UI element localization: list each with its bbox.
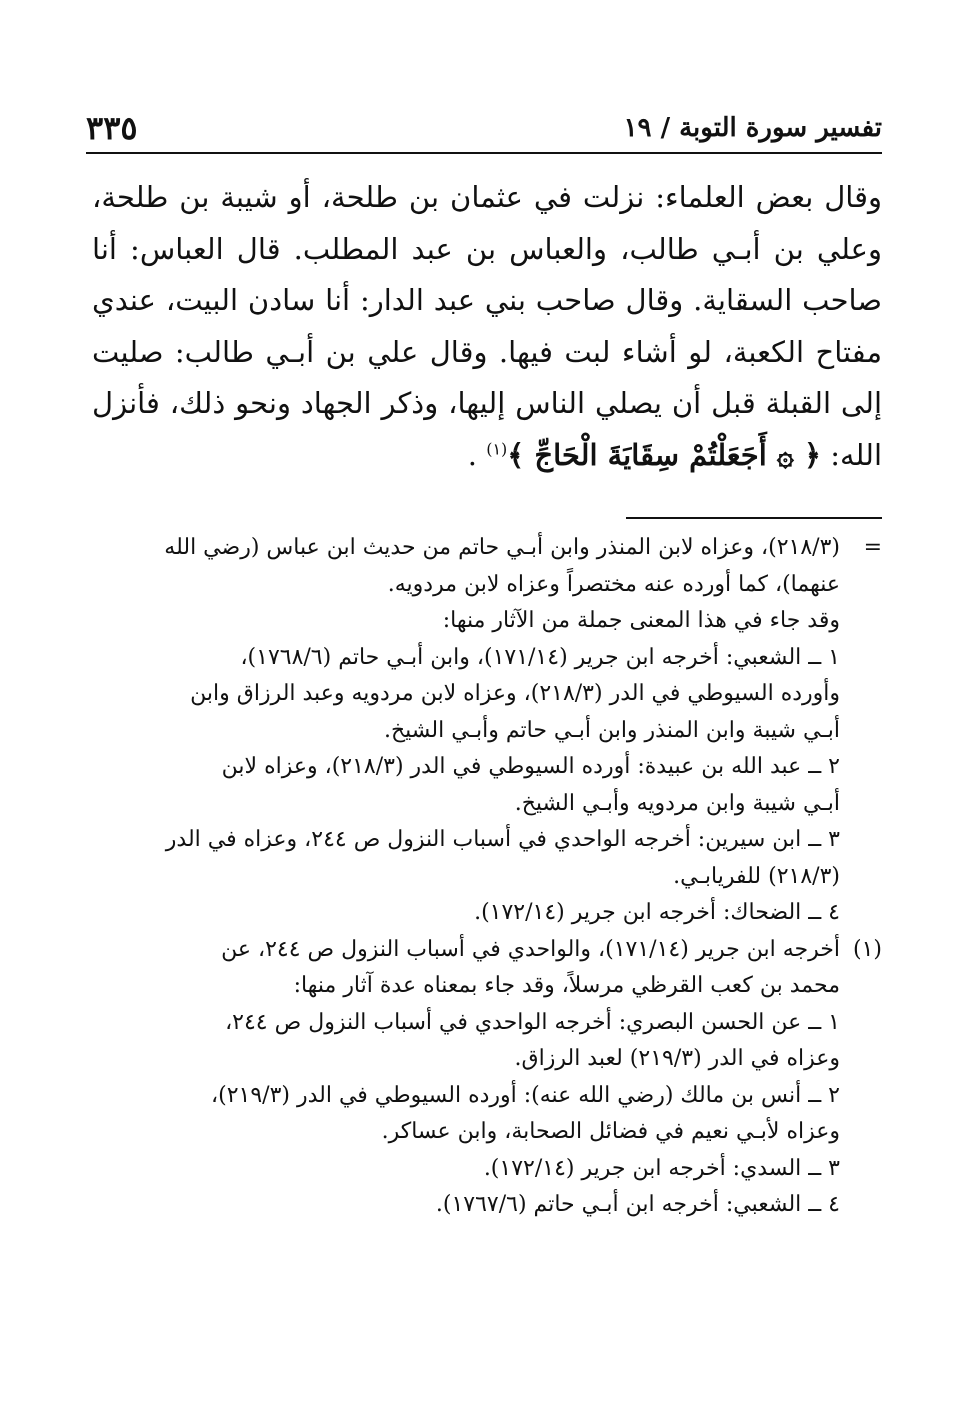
- footnote-line: ٣ ــ ابن سيرين: أخرجه الواحدي في أسباب النزول ص ٢٤٤، وعزاه في الدر: [165, 827, 840, 852]
- footnote-line: أبـي شيبة وابن مردويه وأبـي الشيخ.: [514, 790, 840, 816]
- footnote-1: [92, 932, 882, 1224]
- footnote-line: ٢ ــ عبد الله بن عبيدة: أورده السيوطي في الدر (٢١٨/٣)، وعزاه لابن: [221, 754, 840, 779]
- footnote-line: ٤ ــ الشعبي: أخرجه ابن أبـي حاتم (١٧٦٧/٦).: [435, 1192, 840, 1217]
- footnote-line: عنهما)، كما أورده عنه مختصراً وعزاه لابن مردويه.: [387, 571, 840, 597]
- footnote-line: وعزاه لأبـي نعيم في فضائل الصحابة، وابن عساكر.: [381, 1119, 840, 1144]
- footnote-line: ٣ ــ السدي: أخرجه ابن جرير (١٧٢/١٤).: [483, 1155, 840, 1181]
- quran-verse: ﴿ ۞ أَجَعَلْتُمْ سِقَايَةَ الْحَاجِّ ﴾: [507, 437, 821, 472]
- footnote-line: ٤ ــ الضحاك: أخرجه ابن جرير (١٧٢/١٤).: [474, 900, 840, 925]
- main-body-text: وقال بعض العلماء: نزلت في عثمان بن طلحة، أو شيبة بن طلحة، وعلي بن أبـي طالب، والعباس بن عبد المطلب. قال العباس: أنا صاحب السقاية. وقال صاحب بني عبد الدار: أنا سادن البيت، عندي مفتاح الكعبة، لو أشاء لبت فيها. وقال علي بن أبـي طالب: صليت إلى القبلة قبل أن يصلي الناس إليها، وذكر الجهاد ونحو ذلك، فأنزل الله:: [92, 180, 882, 472]
- footnote-line: أخرجه ابن جرير (١٧١/١٤)، والواحدي في أسباب النزول ص ٢٤٤، عن: [221, 936, 840, 962]
- footnote-line: ٢ ــ أنس بن مالك (رضي الله عنه): أورده السيوطي في الدر (٢١٩/٣)،: [211, 1082, 840, 1108]
- footnote-separator: [626, 517, 882, 519]
- footnote-line: ١ ــ عن الحسن البصري: أخرجه الواحدي في أسباب النزول ص ٢٤٤،: [225, 1009, 840, 1035]
- footnote-line: أبـي شيبة وابن المنذر وابن أبـي حاتم وأبـي الشيخ.: [383, 717, 840, 743]
- header-rule: [86, 152, 882, 154]
- footnote-marker: (١): [852, 936, 882, 962]
- page-number: ٣٣٥: [86, 109, 138, 147]
- footnote-line: (٢١٨/٣)، وعزاه لابن المنذر وابن أبـي حاتم من حديث ابن عباس (رضي الله: [164, 535, 840, 560]
- footnote-line: وعزاه في الدر (٢١٩/٣) لعبد الرزاق.: [514, 1046, 840, 1071]
- main-text: [92, 172, 882, 481]
- footnote-continued: [92, 530, 882, 932]
- footnotes: [92, 530, 882, 1224]
- end-punctuation: .: [467, 437, 477, 472]
- footnote-line: وقد جاء في هذا المعنى جملة من الآثار منها:: [442, 608, 840, 633]
- footnote-line: (٢١٨/٣) للفريابـي.: [673, 863, 840, 889]
- footnote-reference: (١): [486, 438, 508, 458]
- footnote-line: وأورده السيوطي في الدر (٢١٨/٣)، وعزاه لابن مردويه وعبد الرزاق وابن: [190, 681, 840, 706]
- page-header: [86, 108, 882, 148]
- running-title: تفسير سورة التوبة / ١٩: [623, 113, 882, 143]
- footnote-marker: =: [863, 535, 882, 560]
- footnote-line: ١ ــ الشعبي: أخرجه ابن جرير (١٧١/١٤)، وابن أبـي حاتم (١٧٦٨/٦)،: [240, 644, 840, 670]
- footnote-line: محمد بن كعب القرظي مرسلاً، وقد جاء بمعناه عدة آثار منها:: [293, 973, 840, 998]
